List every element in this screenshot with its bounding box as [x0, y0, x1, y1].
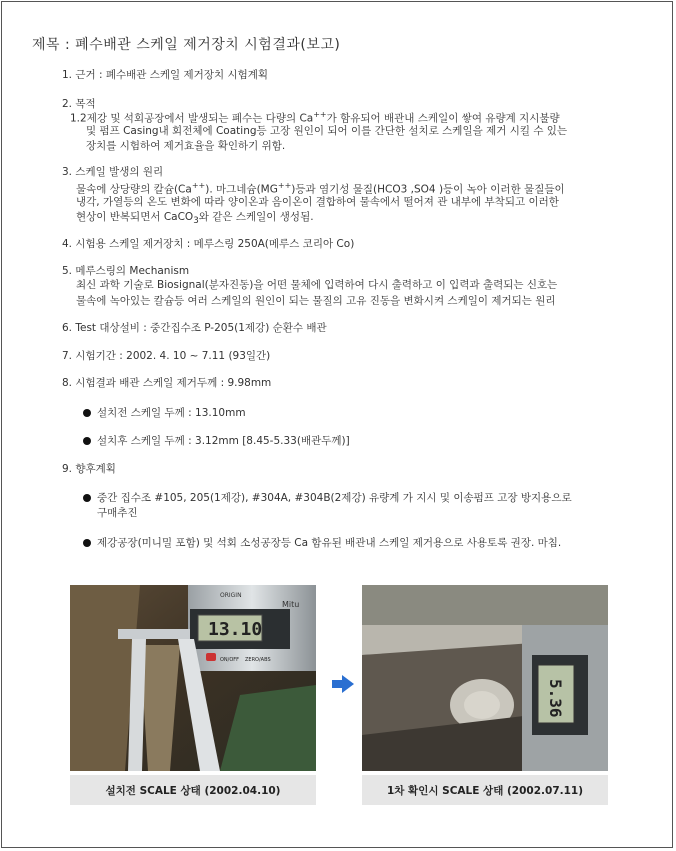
caliper-display-right: 5.36: [546, 679, 565, 718]
photo-before-install: [70, 585, 316, 771]
section-2-line-3: 장치를 시험하여 제거효율을 확인하기 위함.: [86, 140, 286, 152]
caliper-onoff-label: ON/OFF: [220, 657, 240, 663]
arrow-right-icon: [332, 675, 354, 697]
section-5-heading: 5. 메루스링의 Mechanism: [62, 265, 190, 277]
section-3-line-3: 현상이 반복되면서 CaCO$_3$와 같은 스케일이 생성됨.: [76, 211, 314, 227]
section-5-line-1: 최신 과학 기술로 Biosignal(분자진동)을 어떤 물체에 입력하여 다시 출력하고 이 입력과 출력되는 신호는: [76, 279, 558, 291]
caliper-zero-label: ZERO/ABS: [245, 657, 271, 663]
document-title: 제목 : 폐수배관 스케일 제거장치 시험결과(보고): [32, 37, 341, 53]
photo-before-caption: 설치전 SCALE 상태 (2002.04.10): [70, 775, 316, 805]
section-3-line-1: 물속에 상당량의 칼슘(Ca++). 마그네슘(MG++)등과 염기성 물질(HCO3 ,SO4 )등이 녹아 이러한 물질들이: [76, 181, 565, 196]
section-8-bullet-before: 설치전 스케일 두께 : 13.10mm: [83, 405, 246, 421]
section-9-heading: 9. 향후계획: [62, 463, 116, 475]
section-9-bullet-2: 제강공장(미니밀 포함) 및 석회 소성공장등 Ca 함유된 배관내 스케일 제거용으로 사용토록 권장. 마침.: [83, 535, 561, 551]
section-2-line-1: 1.2제강 및 석회공장에서 발생되는 폐수는 다량의 Ca++가 함유되어 배관내 스케일이 쌓여 유량계 지시불량: [70, 110, 560, 125]
section-8-bullet-after: 설치후 스케일 두께 : 3.12mm [8.45-5.33(배관두께)]: [83, 433, 350, 449]
section-4-device: 4. 시험용 스케일 제거장치 : 메루스링 250A(메루스 코리아 Co): [62, 238, 355, 250]
caliper-brand: Mitu: [282, 600, 300, 609]
photo-after-caption: 1차 확인시 SCALE 상태 (2002.07.11): [362, 775, 608, 805]
caliper-origin-label: ORIGIN: [220, 592, 242, 599]
section-9-bullet-1-cont: 구매추진: [97, 507, 138, 519]
caliper-display-left: 13.10: [208, 619, 263, 640]
section-2-line-2: 및 펌프 Casing내 회전체에 Coating등 고장 원인이 되어 이를 간단한 설치로 스케일을 제거 시킬 수 있는: [86, 125, 568, 137]
section-3-line-2: 냉각, 가열등의 온도 변화에 따라 양이온과 음이온이 결합하여 물속에서 떨어져 관 내부에 부착되고 이러한: [76, 196, 559, 208]
section-5-line-2: 물속에 녹아있는 칼슘등 여러 스케일의 원인이 되는 물질의 고유 진동을 변화시켜 스케일이 제거되는 원리: [76, 295, 556, 307]
section-2-heading: 2. 목적: [62, 98, 96, 110]
section-7-period: 7. 시험기간 : 2002. 4. 10 ~ 7.11 (93일간): [62, 350, 271, 362]
section-8-heading: 8. 시험결과 배관 스케일 제거두께 : 9.98mm: [62, 377, 272, 389]
section-3-heading: 3. 스케일 발생의 원리: [62, 166, 164, 178]
section-1-basis: 1. 근거 : 폐수배관 스케일 제거장치 시험계획: [62, 69, 269, 81]
photo-after-check: [362, 585, 608, 771]
section-9-bullet-1: 중간 집수조 #105, 205(1제강), #304A, #304B(2제강) 유량계 가 지시 및 이송펌프 고장 방지용으로: [83, 490, 572, 506]
section-6-target: 6. Test 대상설비 : 중간집수조 P-205(1제강) 순환수 배관: [62, 322, 327, 334]
